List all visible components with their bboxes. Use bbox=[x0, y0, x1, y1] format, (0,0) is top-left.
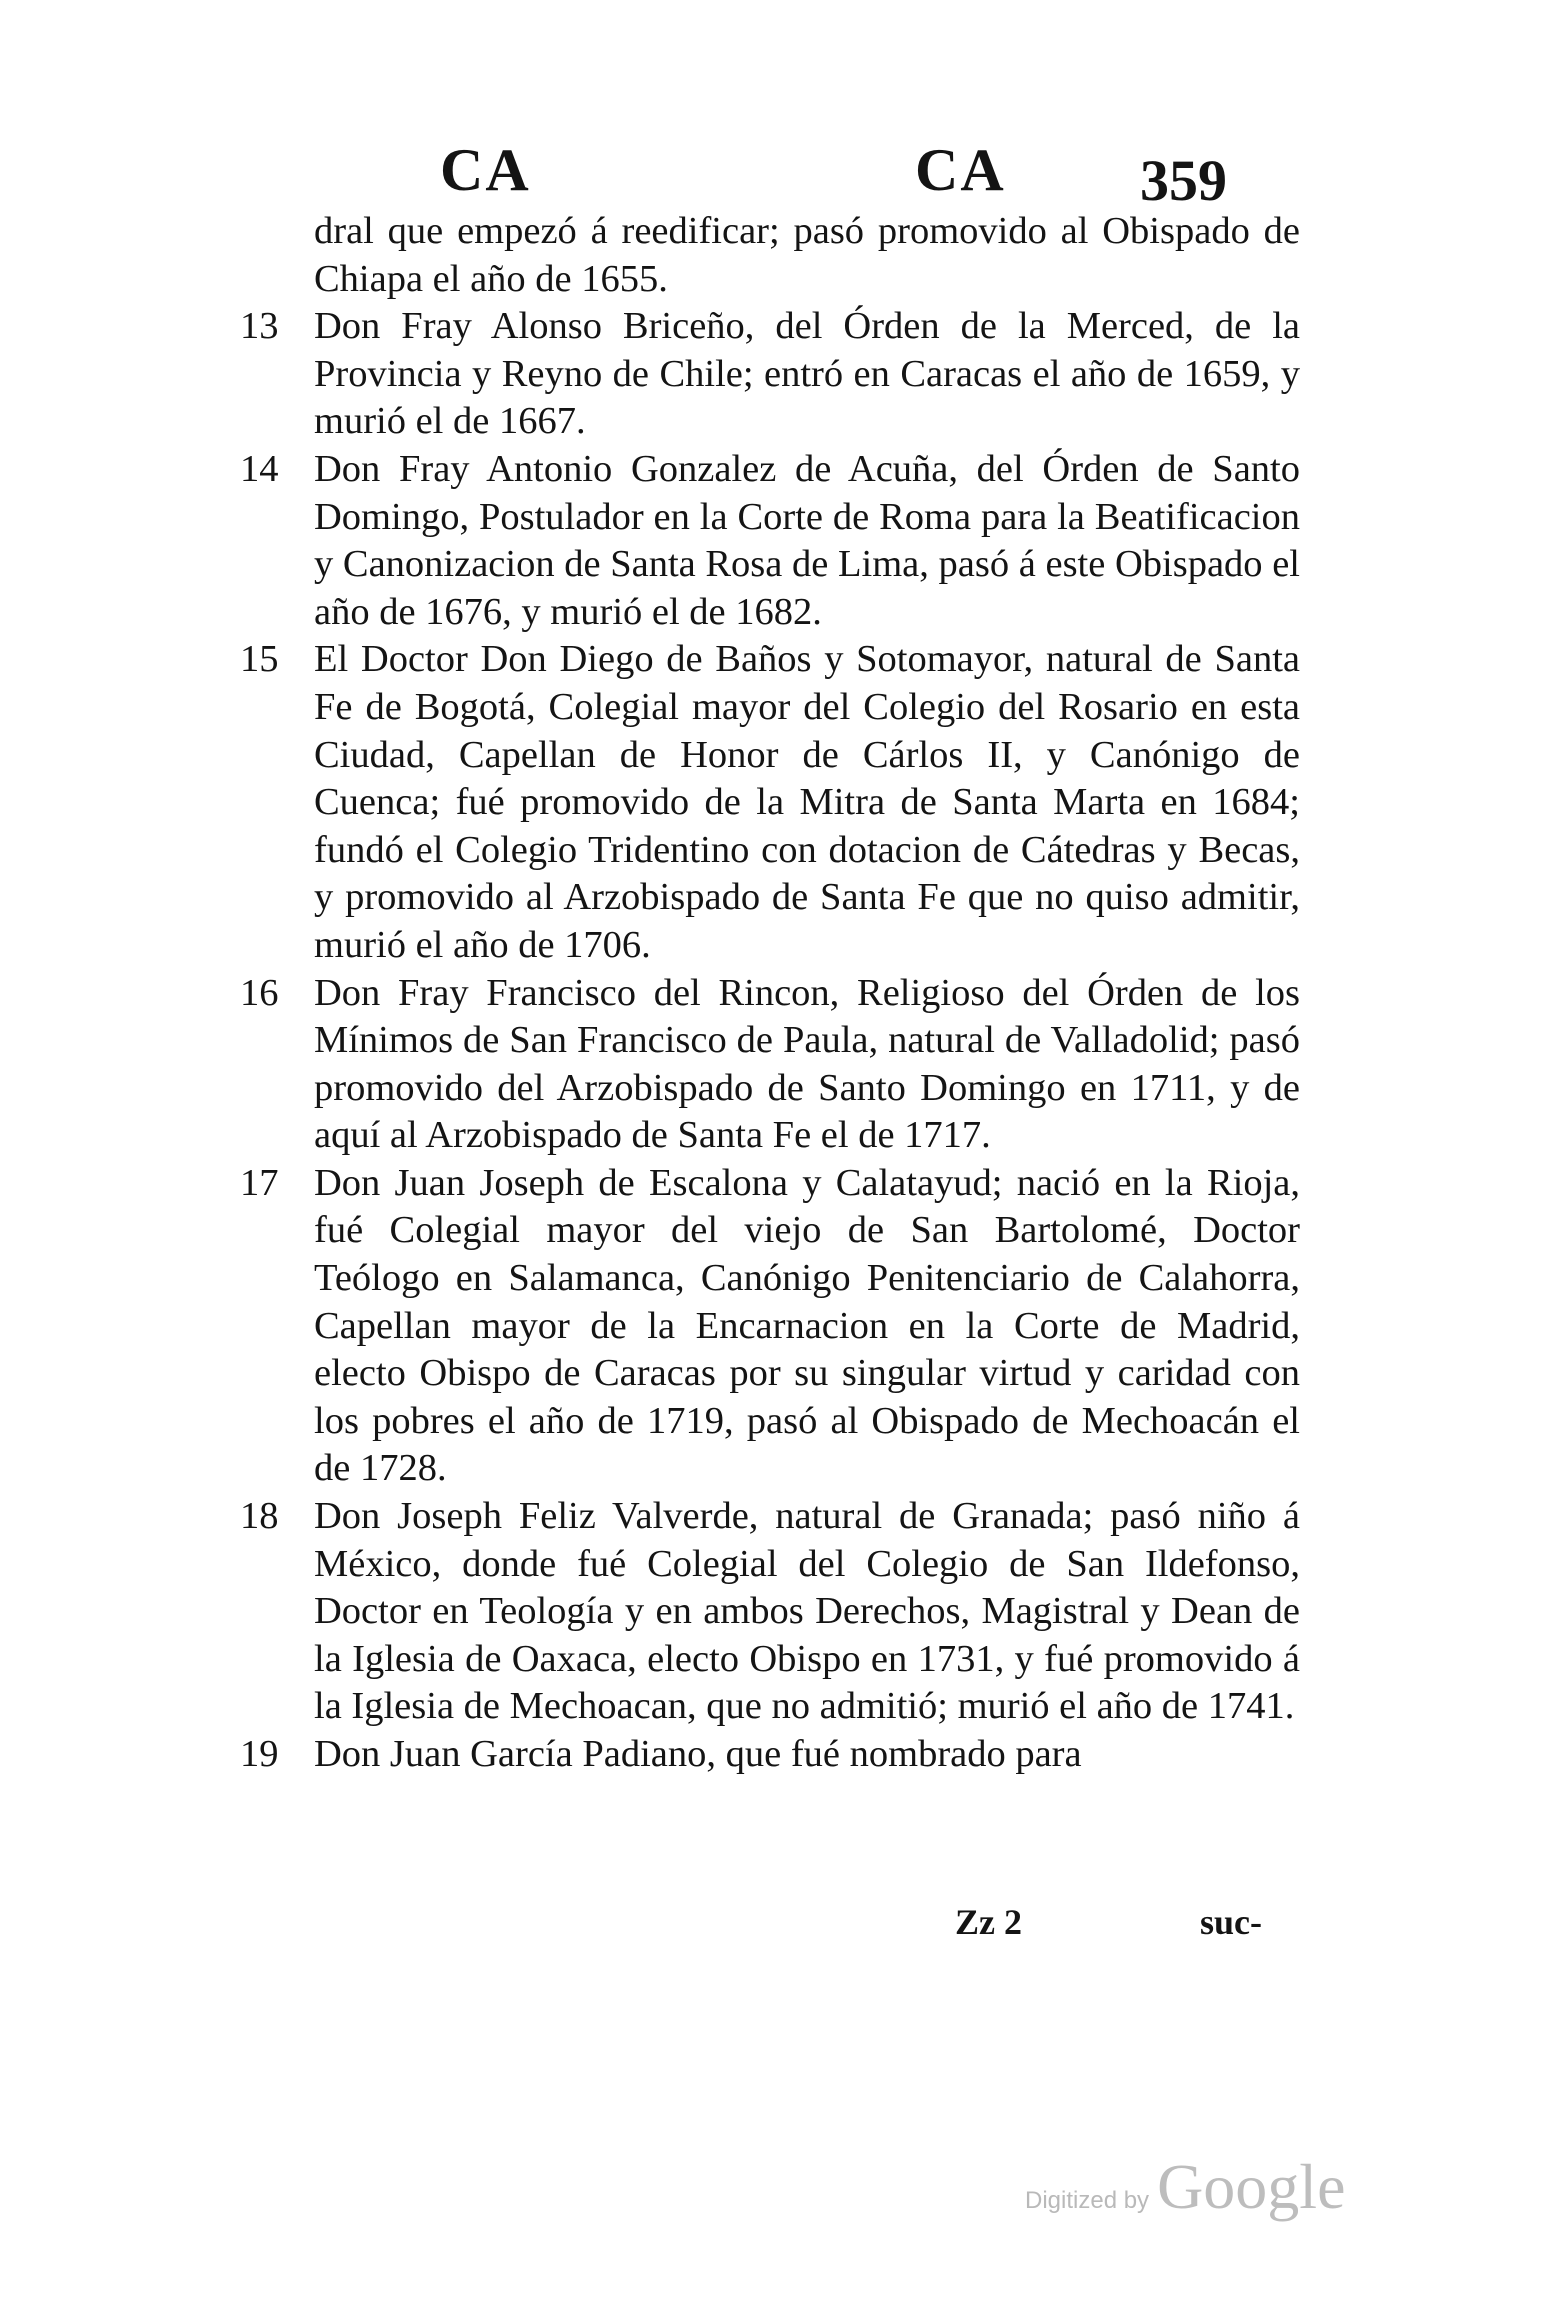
entry-text: El Doctor Don Diego de Baños y Sotomayor, natural de Santa Fe de Bogotá, Colegial mayor del Colegio del Rosario en esta Ciudad, Capellan de Honor de Cárlos II, y Canónigo de Cuenca; fué promovido de la Mitra de Santa Marta en 1684; fundó el Colegio Tridentino con dotacion de Cátedras y Becas, y promovido al Arzobispado de Santa Fe que no quiso admitir, murió el año de 1706. bbox=[314, 638, 1300, 966]
digitized-watermark bbox=[1025, 2151, 1346, 2222]
entry-number: 14 bbox=[240, 447, 279, 490]
watermark-prefix: Digitized by bbox=[1025, 2187, 1150, 2214]
entry-text: Don Juan García Padiano, que fué nombrado para bbox=[314, 1733, 1082, 1775]
entry-text: Don Juan Joseph de Escalona y Calatayud; nació en la Rioja, fué Colegial mayor del viejo de San Bartolomé, Doctor Teólogo en Salamanca, Canónigo Penitenciario de Calahorra, Capellan mayor de la Encarnacion en la Corte de Madrid, electo Obispo de Caracas por su singular virtud y caridad con los pobres el año de 1719, pasó al Obispado de Mechoacán el de 1728. bbox=[314, 1161, 1300, 1490]
entry-19 bbox=[240, 1731, 1300, 1779]
entry-number: 13 bbox=[240, 305, 279, 348]
entry-18 bbox=[240, 1493, 1300, 1731]
entry-number: 19 bbox=[240, 1733, 279, 1775]
right-running-head: CA bbox=[915, 137, 1006, 203]
entry-16 bbox=[240, 970, 1300, 1160]
entry-number: 18 bbox=[240, 1495, 279, 1538]
entry-text: Don Joseph Feliz Valverde, natural de Granada; pasó niño á México, donde fué Colegial del Colegio de San Ildefonso, Doctor en Teología y en ambos Derechos, Magistral y Dean de la Iglesia de Oaxaca, electo Obispo en 1731, y fué promovido á la Iglesia de Mechoacan, que no admitió; murió el año de 1741. bbox=[314, 1495, 1300, 1728]
entry-text: Don Fray Antonio Gonzalez de Acuña, del Órden de Santo Domingo, Postulador en la Corte de Roma para la Beatificacion y Canonizacion de Santa Rosa de Lima, pasó á este Obispado el año de 1676, y murió el de 1682. bbox=[314, 447, 1300, 633]
google-logo: Google bbox=[1157, 2151, 1346, 2222]
entry-text: dral que empezó á reedificar; pasó promovido al Obispado de Chiapa el año de 1655. bbox=[314, 210, 1300, 300]
entry-text: Don Fray Francisco del Rincon, Religioso del Órden de los Mínimos de San Francisco de Paula, natural de Valladolid; pasó promovido del Arzobispado de Santo Domingo en 1711, y de aquí al Arzobispado de Santa Fe el de 1717. bbox=[314, 971, 1300, 1157]
left-running-head: CA bbox=[440, 137, 531, 203]
entry-number: 15 bbox=[240, 638, 279, 681]
entry-continuation bbox=[240, 208, 1300, 303]
entry-number: 17 bbox=[240, 1161, 279, 1204]
entry-text: Don Fray Alonso Briceño, del Órden de la Merced, de la Provincia y Reyno de Chile; entró en Caracas el año de 1659, y murió el de 1667. bbox=[314, 305, 1300, 443]
catchword: suc- bbox=[1200, 1902, 1262, 1942]
entry-17 bbox=[240, 1160, 1300, 1493]
entry-15 bbox=[240, 636, 1300, 969]
body-text bbox=[240, 208, 1300, 1779]
entry-number: 16 bbox=[240, 971, 279, 1014]
entry-14 bbox=[240, 446, 1300, 636]
entry-13 bbox=[240, 303, 1300, 446]
signature-mark: Zz 2 bbox=[955, 1902, 1022, 1942]
page-number: 359 bbox=[1140, 148, 1227, 213]
